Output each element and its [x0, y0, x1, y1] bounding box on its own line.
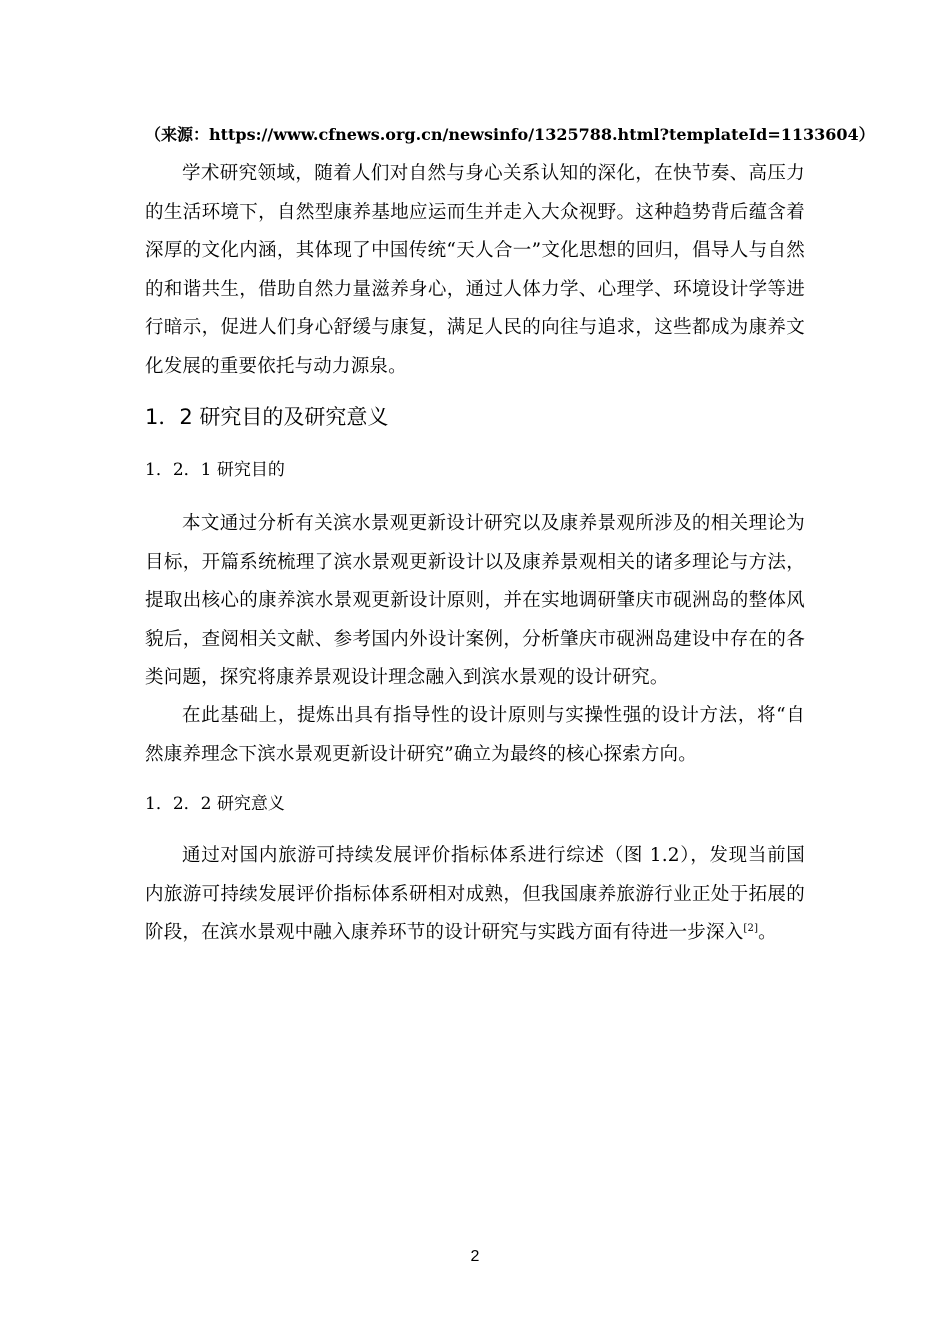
subsection-heading-significance: 1．2．2 研究意义	[145, 794, 285, 814]
significance-text: 通过对国内旅游可持续发展评价指标体系进行综述（图 1.2），发现当前国内旅游可持续发展评价指标体系研相对成熟，但我国康养旅游行业正处于拓展的阶段，在滨水景观中融入康养环节的设计研究与实践方面有待进一步深入	[145, 845, 805, 943]
citation-marker: [2]	[743, 923, 759, 934]
subsection-heading-purpose: 1．2．1 研究目的	[145, 460, 285, 480]
purpose-paragraph-1: 本文通过分析有关滨水景观更新设计研究以及康养景观所涉及的相关理论为目标，开篇系统梳理了滨水景观更新设计以及康养景观相关的诸多理论与方法，提取出核心的康养滨水景观更新设计原则，并在实地调研肇庆市砚洲岛的整体风貌后，查阅相关文献、参考国内外设计案例，分析肇庆市砚洲岛建设中存在的各类问题，探究将康养景观设计理念融入到滨水景观的设计研究。	[145, 513, 805, 688]
purpose-paragraph-2: 在此基础上，提炼出具有指导性的设计原则与实操性强的设计方法，将“自然康养理念下滨水景观更新设计研究”确立为最终的核心探索方向。	[145, 705, 805, 765]
source-caption: （来源：https://www.cfnews.org.cn/newsinfo/1325788.html?templateId=1133604）	[145, 125, 875, 144]
page-number: 2	[470, 1248, 480, 1265]
section-heading: 1．2 研究目的及研究意义	[145, 405, 389, 429]
significance-paragraph	[145, 837, 805, 953]
intro-paragraph: 学术研究领域，随着人们对自然与身心关系认知的深化，在快节奏、高压力的生活环境下，自然型康养基地应运而生并走入大众视野。这种趋势背后蕴含着深厚的文化内涵，其体现了中国传统“天人合一”文化思想的回归，倡导人与自然的和谐共生，借助自然力量滋养身心，通过人体力学、心理学、环境设计学等进行暗示，促进人们身心舒缓与康复，满足人民的向往与追求，这些都成为康养文化发展的重要依托与动力源泉。	[145, 163, 805, 377]
significance-text-end: 。	[758, 922, 777, 943]
